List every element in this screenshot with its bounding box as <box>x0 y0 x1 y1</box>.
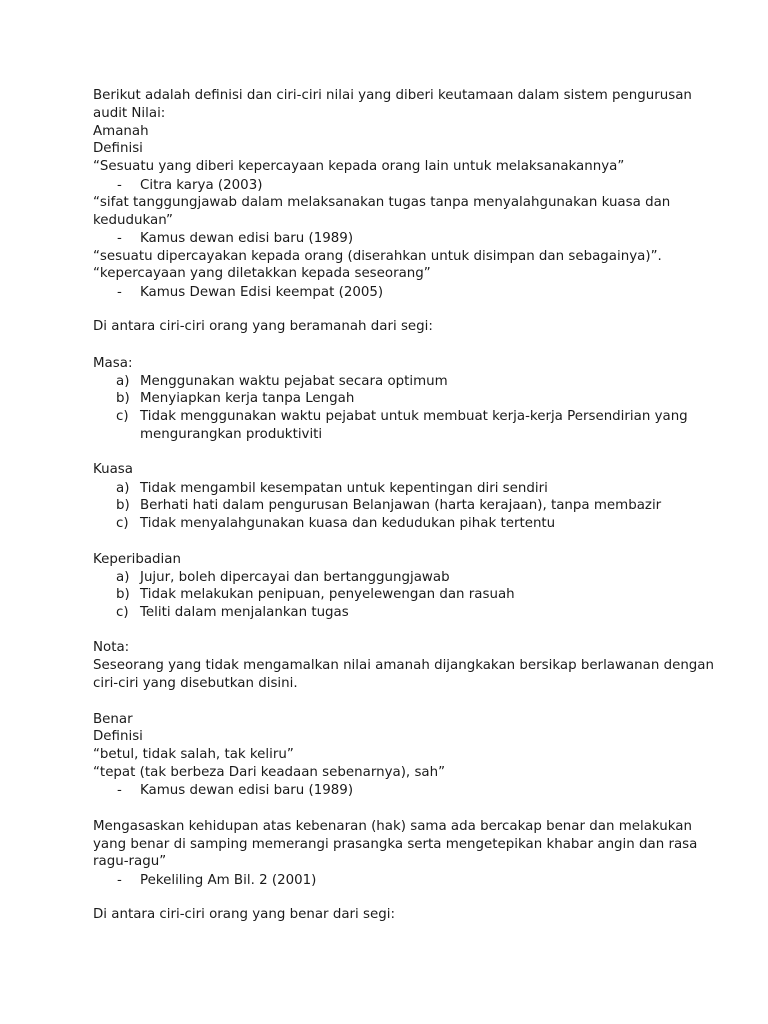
list-marker: a) <box>116 570 130 585</box>
list-marker: a) <box>116 481 130 496</box>
masa-heading: Masa: <box>93 356 133 371</box>
dash-bullet: - <box>117 178 122 193</box>
list-marker: c) <box>116 516 129 531</box>
dash-bullet: - <box>117 873 122 888</box>
keperibadian-item-c: Teliti dalam menjalankan tugas <box>140 605 349 620</box>
intro-line-1: Berikut adalah definisi dan ciri-ciri nilai yang diberi keutamaan dalam sistem pengurusan <box>93 88 692 103</box>
keperibadian-item-b: Tidak melakukan penipuan, penyelewengan dan rasuah <box>140 587 515 602</box>
benar-definition-label: Definisi <box>93 729 143 744</box>
intro-line-2: audit Nilai: <box>93 106 166 121</box>
note-label: Nota: <box>93 640 130 655</box>
keperibadian-item-a: Jujur, boleh dipercayai dan bertanggungjawab <box>140 570 450 585</box>
list-marker: b) <box>116 587 130 602</box>
keperibadian-heading: Keperibadian <box>93 552 181 567</box>
list-marker: c) <box>116 409 129 424</box>
kuasa-item-a: Tidak mengambil kesempatan untuk kepentingan diri sendiri <box>140 481 548 496</box>
benar-source-1: Kamus dewan edisi baru (1989) <box>140 783 354 798</box>
amanah-quote-1: “Sesuatu yang diberi kepercayaan kepada orang lain untuk melaksanakannya” <box>93 159 625 174</box>
note-line-1: Seseorang yang tidak mengamalkan nilai amanah dijangkakan bersikap berlawanan dengan <box>93 658 715 673</box>
note-line-2: ciri-ciri yang disebutkan disini. <box>93 676 298 691</box>
masa-item-a: Menggunakan waktu pejabat secara optimum <box>140 374 448 389</box>
amanah-source-3: Kamus Dewan Edisi keempat (2005) <box>140 285 384 300</box>
benar-traits-intro: Di antara ciri-ciri orang yang benar dari segi: <box>93 907 395 922</box>
benar-heading: Benar <box>93 712 133 727</box>
kuasa-item-c: Tidak menyalahgunakan kuasa dan kedudukan pihak tertentu <box>140 516 556 531</box>
amanah-quote-3: “sesuatu dipercayakan kepada orang (diserahkan untuk disimpan dan sebagainya)”. <box>93 249 662 264</box>
masa-item-c-line-1: Tidak menggunakan waktu pejabat untuk membuat kerja-kerja Persendirian yang <box>140 409 688 424</box>
dash-bullet: - <box>117 285 122 300</box>
amanah-quote-2-line-1: “sifat tanggungjawab dalam melaksanakan tugas tanpa menyalahgunakan kuasa dan <box>93 195 671 210</box>
kuasa-heading: Kuasa <box>93 462 133 477</box>
masa-item-c-line-2: mengurangkan produktiviti <box>140 427 323 442</box>
dash-bullet: - <box>117 231 122 246</box>
benar-quote-1: “betul, tidak salah, tak keliru” <box>93 747 294 762</box>
amanah-quote-4: “kepercayaan yang diletakkan kepada seseorang” <box>93 266 431 281</box>
list-marker: b) <box>116 498 130 513</box>
amanah-quote-2-line-2: kedudukan” <box>93 213 173 228</box>
amanah-heading: Amanah <box>93 124 149 139</box>
amanah-source-2: Kamus dewan edisi baru (1989) <box>140 231 354 246</box>
list-marker: b) <box>116 391 130 406</box>
dash-bullet: - <box>117 783 122 798</box>
kuasa-item-b: Berhati hati dalam pengurusan Belanjawan (harta kerajaan), tanpa membazir <box>140 498 662 513</box>
list-marker: a) <box>116 374 130 389</box>
list-marker: c) <box>116 605 129 620</box>
benar-quote-2: “tepat (tak berbeza Dari keadaan sebenarnya), sah” <box>93 765 446 780</box>
benar-paragraph-line-2: yang benar di samping memerangi prasangka serta mengetepikan khabar angin dan rasa <box>93 837 698 852</box>
amanah-source-1: Citra karya (2003) <box>140 178 263 193</box>
benar-paragraph-line-3: ragu-ragu” <box>93 854 167 869</box>
benar-source-2: Pekeliling Am Bil. 2 (2001) <box>140 873 317 888</box>
benar-paragraph-line-1: Mengasaskan kehidupan atas kebenaran (hak) sama ada bercakap benar dan melakukan <box>93 819 692 834</box>
masa-item-b: Menyiapkan kerja tanpa Lengah <box>140 391 355 406</box>
amanah-definition-label: Definisi <box>93 141 143 156</box>
amanah-traits-intro: Di antara ciri-ciri orang yang beramanah dari segi: <box>93 319 433 334</box>
